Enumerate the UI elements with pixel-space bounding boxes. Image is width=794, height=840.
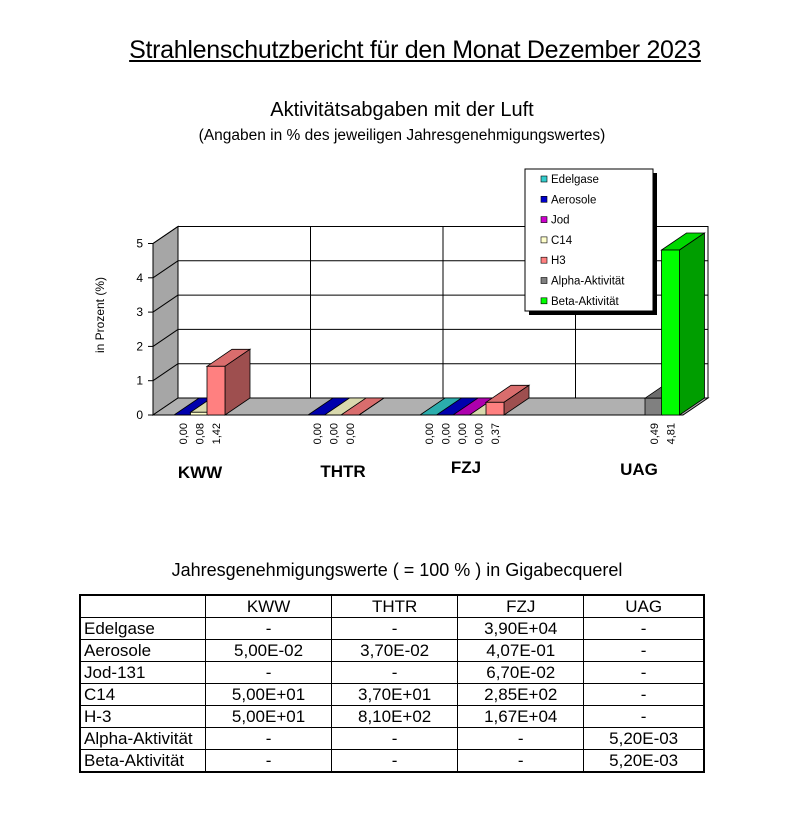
- legend-swatch: [541, 298, 547, 304]
- table-cell: -: [458, 750, 584, 773]
- category-label-thtr: THTR: [320, 462, 366, 481]
- table-row: [80, 640, 704, 662]
- table-row: [80, 728, 704, 750]
- bar-value-label: 0,00: [178, 423, 190, 445]
- table-header-row: [80, 595, 704, 618]
- legend-entry: H3: [551, 255, 566, 268]
- table-cell: -: [206, 662, 332, 684]
- bar-value-label: 0,00: [457, 423, 469, 445]
- bar-value-label: 0,49: [649, 423, 661, 445]
- table-cell: 5,00E+01: [206, 684, 332, 706]
- table-cell: -: [584, 640, 704, 662]
- table-cell: -: [584, 618, 704, 640]
- bar-front: [191, 412, 209, 415]
- table-row-label: Edelgase: [80, 618, 206, 640]
- y-tick-label: 3: [136, 305, 143, 320]
- table-cell: 5,20E-03: [584, 728, 704, 750]
- table-cell: 5,00E-02: [206, 640, 332, 662]
- report-title: Strahlenschutzbericht für den Monat Dezember 2023: [129, 36, 701, 64]
- table-cell: 5,00E+01: [206, 706, 332, 728]
- table-row-label: H-3: [80, 706, 206, 728]
- category-label-uag: UAG: [620, 460, 658, 479]
- bar-value-label: 1,42: [211, 423, 223, 445]
- table-cell: 2,85E+02: [458, 684, 584, 706]
- legend-entry: Edelgase: [551, 174, 599, 186]
- table-cell: 3,70E+01: [332, 684, 458, 706]
- bar-front: [662, 250, 680, 415]
- bar-value-label: 0,08: [194, 423, 207, 445]
- legend-swatch: [541, 278, 547, 284]
- legend-swatch: [541, 237, 547, 243]
- y-tick-label: 2: [136, 339, 143, 354]
- table-row: [80, 618, 704, 640]
- table-header-thtr: THTR: [332, 595, 458, 618]
- bar-front: [645, 398, 663, 415]
- table-caption: Jahresgenehmigungswerte ( = 100 % ) in Gigabecquerel: [171, 560, 623, 580]
- legend-entry: Beta-Aktivität: [551, 295, 619, 308]
- table-cell: 5,20E-03: [584, 750, 704, 773]
- y-tick-label: 0: [136, 408, 143, 422]
- bar-side: [680, 233, 705, 415]
- bar-uag-beta-aktivität: [662, 233, 705, 415]
- table-row: [80, 750, 704, 773]
- y-tick-label: 1: [136, 373, 143, 388]
- table-cell: -: [332, 728, 458, 750]
- legend-swatch: [541, 217, 547, 223]
- bar-value-label: 0,00: [312, 423, 324, 445]
- table-row-label: Alpha-Aktivität: [80, 728, 206, 750]
- bar-value-label: 0,00: [345, 423, 357, 445]
- bar-front: [486, 402, 504, 415]
- table-header-kww: KWW: [206, 595, 332, 618]
- table-header-corner: [80, 595, 206, 618]
- table-cell: -: [584, 662, 704, 684]
- legend-swatch: [541, 257, 547, 263]
- table-cell: -: [332, 618, 458, 640]
- chart-title: Aktivitätsabgaben mit der Luft: [270, 99, 534, 121]
- legend-entry: Aerosole: [551, 194, 597, 207]
- table-cell: -: [332, 750, 458, 773]
- table-cell: 6,70E-02: [458, 662, 584, 684]
- table-cell: -: [584, 706, 704, 728]
- bar-value-label: 0,00: [328, 423, 341, 445]
- table-cell: -: [458, 728, 584, 750]
- annual-limits-table: [79, 594, 705, 773]
- legend-entry: Jod: [551, 214, 570, 227]
- legend-swatch: [541, 176, 547, 182]
- table-cell: -: [584, 684, 704, 706]
- table-cell: 1,67E+04: [458, 706, 584, 728]
- table-row: [80, 684, 704, 706]
- table-row-label: Aerosole: [80, 640, 206, 662]
- table-header-fzj: FZJ: [458, 595, 584, 618]
- table-cell: -: [332, 662, 458, 684]
- table-row-label: C14: [80, 684, 206, 706]
- category-label-fzj: FZJ: [450, 458, 482, 477]
- bar-value-label: 0,00: [440, 423, 453, 445]
- table-cell: -: [206, 750, 332, 773]
- bar-value-label: 0,37: [490, 423, 502, 445]
- y-axis-label: in Prozent (%): [93, 276, 107, 354]
- table-row-label: Jod-131: [80, 662, 206, 684]
- category-label-kww: KWW: [177, 463, 223, 482]
- table-cell: 4,07E-01: [458, 640, 584, 662]
- bar-value-label: 0,00: [424, 423, 436, 445]
- bar-front: [207, 366, 225, 415]
- legend-entry: Alpha-Aktivität: [551, 275, 625, 288]
- legend-swatch: [541, 196, 547, 202]
- bar-value-label: 0,00: [473, 423, 486, 445]
- table-cell: -: [206, 728, 332, 750]
- chart-subtitle: (Angaben in % des jeweiligen Jahresgenehmigungswertes): [198, 127, 606, 144]
- table-cell: -: [206, 618, 332, 640]
- table-row: [80, 706, 704, 728]
- table-row-label: Beta-Aktivität: [80, 750, 206, 773]
- y-tick-label: 4: [136, 270, 143, 285]
- table-row: [80, 662, 704, 684]
- table-header-uag: UAG: [584, 595, 704, 618]
- table-cell: 3,90E+04: [458, 618, 584, 640]
- table-cell: 8,10E+02: [332, 706, 458, 728]
- left-wall: [153, 227, 178, 416]
- y-tick-label: 5: [136, 236, 143, 251]
- bar-value-label: 4,81: [665, 423, 678, 445]
- table-cell: 3,70E-02: [332, 640, 458, 662]
- legend-entry: C14: [551, 234, 573, 247]
